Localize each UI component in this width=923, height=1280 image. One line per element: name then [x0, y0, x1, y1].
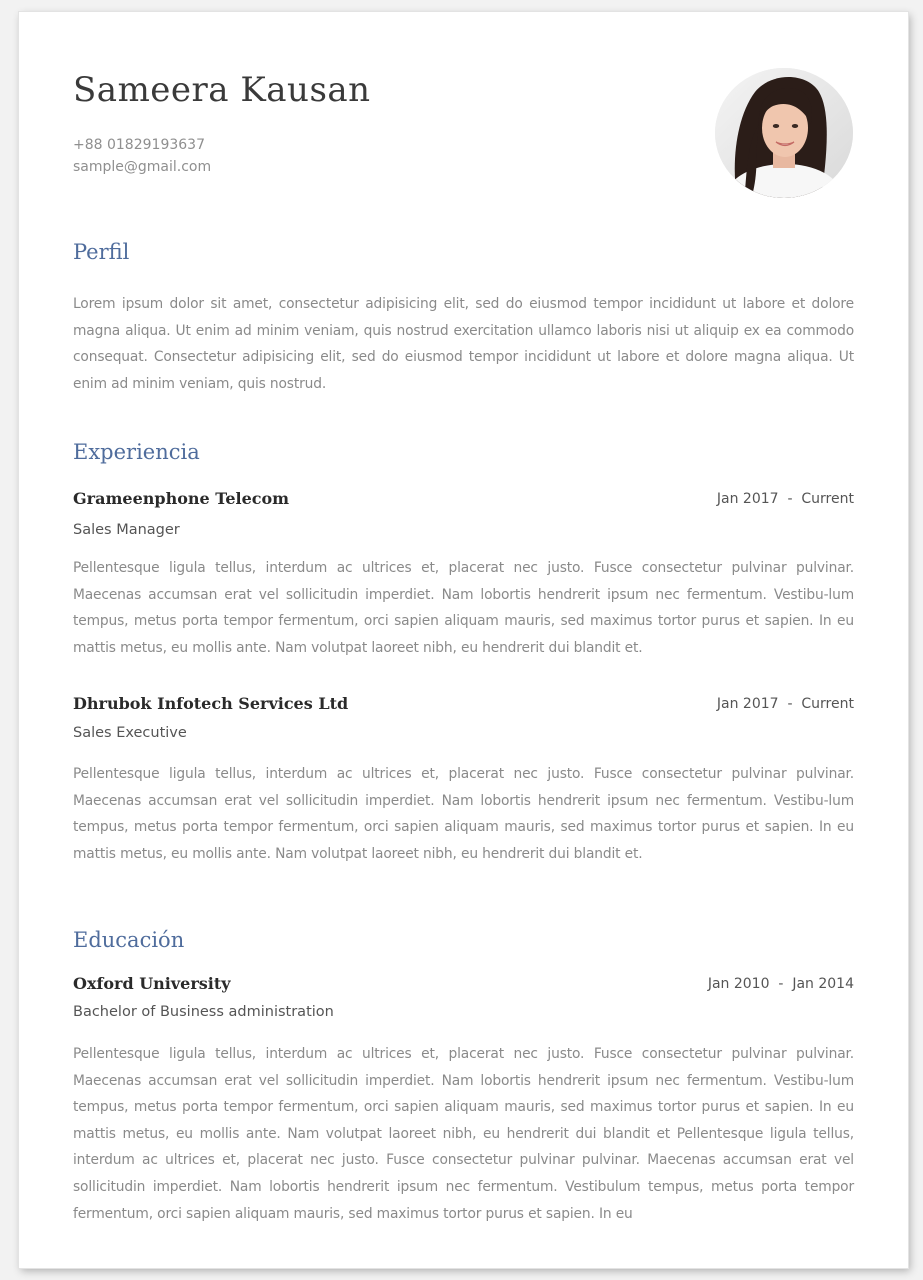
- resume-page: [19, 12, 908, 1268]
- degree-title: Bachelor of Business administration: [73, 1004, 334, 1020]
- experience-entry-2-header: [73, 694, 854, 716]
- experience-entry-1-header: [73, 489, 854, 511]
- section-title-experience: Experiencia: [73, 440, 200, 464]
- section-title-profile: Perfil: [73, 240, 130, 264]
- profile-photo: [715, 68, 853, 198]
- job-description: Pellentesque ligula tellus, interdum ac ultrices et, placerat nec justo. Fusce consectetur pulvinar pulvinar. Maecenas accumsan erat vel sollicitudin imperdiet. Nam lobortis hendrerit ipsum nec fermentum. Vestibu-lum tempus, metus porta tempor fermentum, orci sapien aliquam mauris, sed maximus tortor purus et sapien. In eu mattis metus, eu mollis ante. Nam volutpat laoreet nibh, eu hendrerit dui blandit et.: [73, 560, 854, 656]
- profile-text: Lorem ipsum dolor sit amet, consectetur adipisicing elit, sed do eiusmod tempor incididunt ut labore et dolore magna aliqua. Ut enim ad minim veniam, quis nostrud exercitation ullamco laboris nisi ut aliquip ex ea commodo consequat. Consectetur adipisicing elit, sed do eiusmod tempor incididunt ut labore et dolore magna aliqua. Ut enim ad minim veniam, quis nostrud.: [73, 296, 854, 392]
- education-entry-1-header: [73, 974, 854, 996]
- email-address: sample@gmail.com: [73, 159, 212, 175]
- job-title: Sales Executive: [73, 725, 187, 741]
- job-description: Pellentesque ligula tellus, interdum ac ultrices et, placerat nec justo. Fusce consectetur pulvinar pulvinar. Maecenas accumsan erat vel sollicitudin imperdiet. Nam lobortis hendrerit ipsum nec fermentum. Vestibu-lum tempus, metus porta tempor fermentum, orci sapien aliquam mauris, sed maximus tortor purus et sapien. In eu mattis metus, eu mollis ante. Nam volutpat laoreet nibh, eu hendrerit dui blandit et.: [73, 766, 854, 862]
- section-title-education: Educación: [73, 928, 185, 952]
- employment-dates: Jan 2017 - Current: [716, 491, 854, 507]
- education-description: Pellentesque ligula tellus, interdum ac ultrices et, placerat nec justo. Fusce consectetur pulvinar pulvinar. Maecenas accumsan erat vel sollicitudin imperdiet. Nam lobortis hendrerit ipsum nec fermentum. Vestibu-lum tempus, metus porta tempor fermentum, orci sapien aliquam mauris, sed maximus tortor purus et sapien. In eu mattis metus, eu mollis ante. Nam volutpat laoreet nibh, eu hendrerit dui blandit et Pellentesque ligula tellus, interdum ac ultrices et, placerat nec justo. Fusce consectetur pulvinar pulvinar. Maecenas accumsan erat vel sollicitudin imperdiet. Nam lobortis hendrerit ipsum nec fermentum. Vestibulum tempus, metus porta tempor fermentum, orci sapien aliquam mauris, sed maximus tortor purus et sapien. In eu: [73, 1046, 854, 1222]
- phone-number: +88 01829193637: [73, 137, 205, 153]
- institution-name: Oxford University: [73, 974, 231, 993]
- employer-name: Dhrubok Infotech Services Ltd: [73, 694, 349, 713]
- study-dates: Jan 2010 - Jan 2014: [707, 976, 854, 992]
- profile-photo-image: [715, 68, 853, 198]
- candidate-name: Sameera Kausan: [73, 70, 371, 110]
- contact-info: [73, 134, 211, 178]
- employer-name: Grameenphone Telecom: [73, 489, 290, 508]
- job-title: Sales Manager: [73, 522, 180, 538]
- employment-dates: Jan 2017 - Current: [716, 696, 854, 712]
